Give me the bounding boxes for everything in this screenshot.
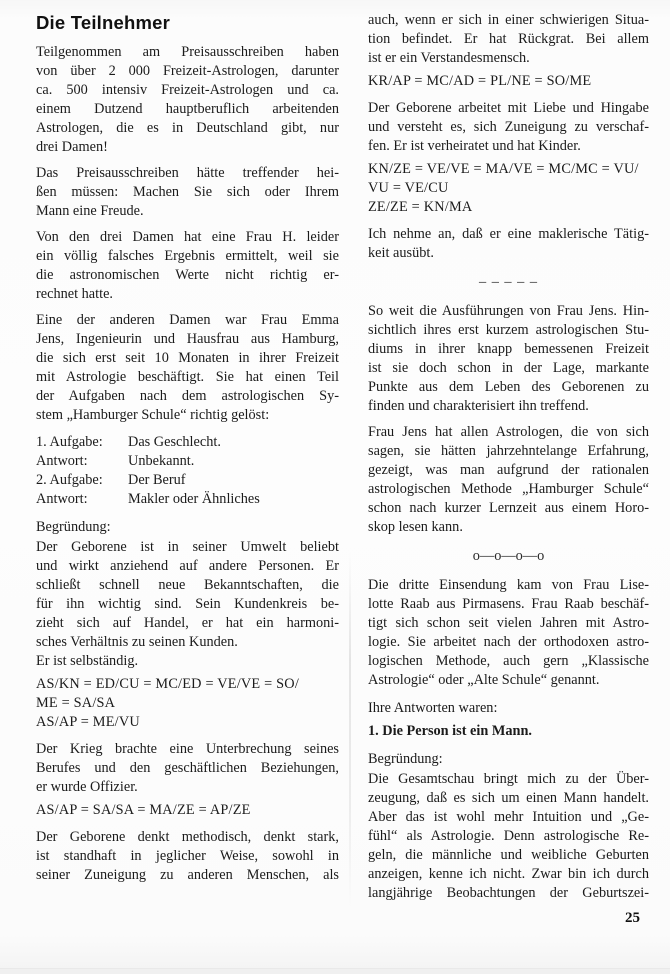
text-line: Astrologie“ oder „Alte Schule“ genannt. <box>368 672 600 688</box>
text-line: Der Krieg brachte eine Unterbrechung seines <box>36 741 339 757</box>
formula-line: AS/KN = ED/CU = MC/ED = VE/VE = SO/ <box>36 676 299 692</box>
text-line: von über 2 000 Freizeit-Astrologen, darunter <box>36 63 339 79</box>
text-line: Ich nehme an, daß er eine maklerische Tätig- <box>368 226 649 242</box>
formula <box>368 72 649 91</box>
scan-gutter-shadow <box>349 552 351 908</box>
qa-label: Antwort: <box>36 453 88 469</box>
separator-dashes: – – – – – <box>478 274 539 290</box>
paragraph <box>36 311 339 425</box>
text-line: schließt schnell neue Bekanntschaften, die <box>36 577 339 593</box>
paragraph <box>368 225 649 263</box>
text-line: sichtlich ihres erst kurzem astrologischen Stu- <box>368 322 649 338</box>
text-line: fühl“ als Astrologie. Denn astrologische Re- <box>368 828 649 844</box>
text-line: Frau Jens hat allen Astrologen, die von sich <box>368 424 649 440</box>
scan-bottom-edge <box>0 968 670 974</box>
text-line: tion befindet. Er hat Rückgrat. Bei allem <box>368 31 649 47</box>
text-line: skop lesen kann. <box>368 519 463 535</box>
section-label: Ihre Antworten waren: <box>368 700 498 716</box>
text-line: stem „Hamburger Schule“ richtig gelöst: <box>36 407 270 423</box>
text-line: ist sie doch schon in der Lage, markante <box>368 360 649 376</box>
formula <box>36 675 339 732</box>
qa-value: Das Geschlecht. <box>128 434 221 450</box>
text-line: Astrologen, die es in Deutschland gibt, nur <box>36 120 339 136</box>
formula-line: KN/ZE = VE/VE = MA/VE = MC/MC = VU/ <box>368 161 639 177</box>
text-line: mit Astrologie beschäftigt. Sie hat einen Teil <box>36 369 339 385</box>
page-title: Die Teilnehmer <box>36 12 171 33</box>
section-label: Begründung: <box>36 519 111 535</box>
paragraph <box>368 99 649 156</box>
qa-label: Antwort: <box>36 491 88 507</box>
text-line: astrologischen Methode „Hamburger Schule“ <box>368 481 649 497</box>
qa-row <box>36 452 339 471</box>
paragraph <box>36 228 339 304</box>
separator-circles: o—o—o—o <box>472 548 545 564</box>
text-line: Er ist selbständig. <box>36 653 139 669</box>
qa-value: Der Beruf <box>128 472 186 488</box>
text-line: einem Dutzend hauptberuflich arbeitenden <box>36 101 339 117</box>
text-line: Jens, Ingenieurin und Hausfrau aus Hamburg, <box>36 331 339 347</box>
text-line: Von den drei Damen hat eine Frau H. leider <box>36 229 339 245</box>
text-line: ßen müssen: Machen Sie sich oder Ihrem <box>36 184 339 200</box>
text-line: zieht sich auf Handel, er hat ein harmoni- <box>36 615 339 631</box>
page-number: 25 <box>625 910 640 926</box>
text-line: anzeigen, kenne ich nicht. Zwar bin ich durch <box>368 866 649 882</box>
qa-row <box>36 471 339 490</box>
formula-line: KR/AP = MC/AD = PL/NE = SO/ME <box>368 73 592 89</box>
text-line: Der Geborene ist in seiner Umwelt beliebt <box>36 539 339 555</box>
text-line: lotte Raab aus Pirmasens. Frau Raab beschäf- <box>368 596 649 612</box>
text-line: die astronomischen Werte nicht richtig er- <box>36 267 339 283</box>
text-line: schon nach kurzer Lernzeit aus einem Horo- <box>368 500 649 516</box>
text-line: logischen Methode, auch gern „Klassische <box>368 653 649 669</box>
paragraph <box>368 576 649 690</box>
section-label: Begründung: <box>368 751 443 767</box>
text-line: er wurde Offizier. <box>36 779 138 795</box>
text-line: fen. Er ist verheiratet und hat Kinder. <box>368 138 581 154</box>
text-line: rechnet hatte. <box>36 286 113 302</box>
qa-label: 1. Aufgabe: <box>36 434 103 450</box>
text-line: ist standhaft in jeglicher Weise, sowohl in <box>36 848 339 864</box>
paragraph <box>36 164 339 221</box>
text-line: Aber das ist wohl mehr Intuition und „Ge- <box>368 809 649 825</box>
text-line: die sich erst seit 10 Monaten in ihrer Freizeit <box>36 350 339 366</box>
formula-line: VU = VE/CU <box>368 180 449 196</box>
paragraph <box>36 43 339 157</box>
text-line: langjährige Beobachtungen der Geburtszei- <box>368 885 649 901</box>
text-line: Punkte aus dem Leben des Geborenen zu <box>368 379 649 395</box>
text-line: Die dritte Einsendung kam von Frau Lise- <box>368 577 649 593</box>
formula-line: AS/AP = ME/VU <box>36 714 140 730</box>
qa-label: 2. Aufgabe: <box>36 472 103 488</box>
text-line: zeugung, daß es sich um einen Mann handelt. <box>368 790 649 806</box>
text-line: gezeigt, was man aufgrund der rationalen <box>368 462 649 478</box>
text-line: keit ausübt. <box>368 245 434 261</box>
text-line: Mann eine Freude. <box>36 203 144 219</box>
text-line: Teilgenommen am Preisausschreiben haben <box>36 44 339 60</box>
formula-line: ME = SA/SA <box>36 695 116 711</box>
text-line: sagen, sie hätten jahrzehntelange Erfahrung, <box>368 443 649 459</box>
text-line: und versteht es, sich Zuneigung zu verschaf- <box>368 119 649 135</box>
paragraph <box>36 828 339 885</box>
text-line: Der Geborene arbeitet mit Liebe und Hingabe <box>368 100 649 116</box>
formula <box>36 801 339 820</box>
qa-value: Unbekannt. <box>128 453 195 469</box>
text-line: seiner Zuneigung zu anderen Menschen, als <box>36 867 339 883</box>
formula <box>368 160 649 217</box>
formula-line: AS/AP = SA/SA = MA/ZE = AP/ZE <box>36 802 251 818</box>
text-line: Die Gesamtschau bringt mich zu der Über- <box>368 771 649 787</box>
text-line: ca. 500 intensiv Freizeit-Astrologen und ca. <box>36 82 339 98</box>
right-column <box>368 11 649 903</box>
text-line: finden und charakterisiert ihn treffend. <box>368 398 589 414</box>
paragraph <box>368 302 649 416</box>
text-line: Berufes und den geschäftlichen Beziehungen, <box>36 760 339 776</box>
text-line: auch, wenn er sich in einer schwierigen Situa- <box>368 12 649 28</box>
text-line: geln, die männliche und weibliche Geburten <box>368 847 649 863</box>
question-answer-block <box>36 433 339 509</box>
text-line: ein völlig falsches Ergebnis ermittelt, weil sie <box>36 248 339 264</box>
text-line: drei Damen! <box>36 139 108 155</box>
text-line: für ihn wichtig sind. Sein Kundenkreis be- <box>36 596 339 612</box>
text-line: der Aufgaben nach dem astrologischen Sy- <box>36 388 339 404</box>
text-line: und wirkt anziehend auf andere Personen. Er <box>36 558 339 574</box>
text-line: sches Verhältnis zu seinen Kunden. <box>36 634 238 650</box>
paragraph <box>36 538 339 671</box>
text-line: ist er ein Verstandesmensch. <box>368 50 530 66</box>
bold-statement: 1. Die Person ist ein Mann. <box>368 723 533 739</box>
text-line: Der Geborene denkt methodisch, denkt stark, <box>36 829 339 845</box>
qa-row <box>36 490 339 509</box>
text-line: diums in ihrer knapp bemessenen Freizeit <box>368 341 649 357</box>
text-line: Eine der anderen Damen war Frau Emma <box>36 312 339 328</box>
qa-value: Makler oder Ähnliches <box>128 491 260 507</box>
paragraph <box>36 740 339 797</box>
text-line: So weit die Ausführungen von Frau Jens. Hin- <box>368 303 649 319</box>
paragraph <box>368 423 649 537</box>
paragraph <box>368 770 649 903</box>
text-line: Das Preisausschreiben hätte treffender hei- <box>36 165 339 181</box>
paragraph <box>368 11 649 68</box>
left-column <box>36 13 339 885</box>
text-line: tigt sich schon seit vielen Jahren mit Astro- <box>368 615 649 631</box>
qa-row <box>36 433 339 452</box>
text-line: logie. Sie arbeitet nach der orthodoxen astro- <box>368 634 649 650</box>
formula-line: ZE/ZE = KN/MA <box>368 199 473 215</box>
